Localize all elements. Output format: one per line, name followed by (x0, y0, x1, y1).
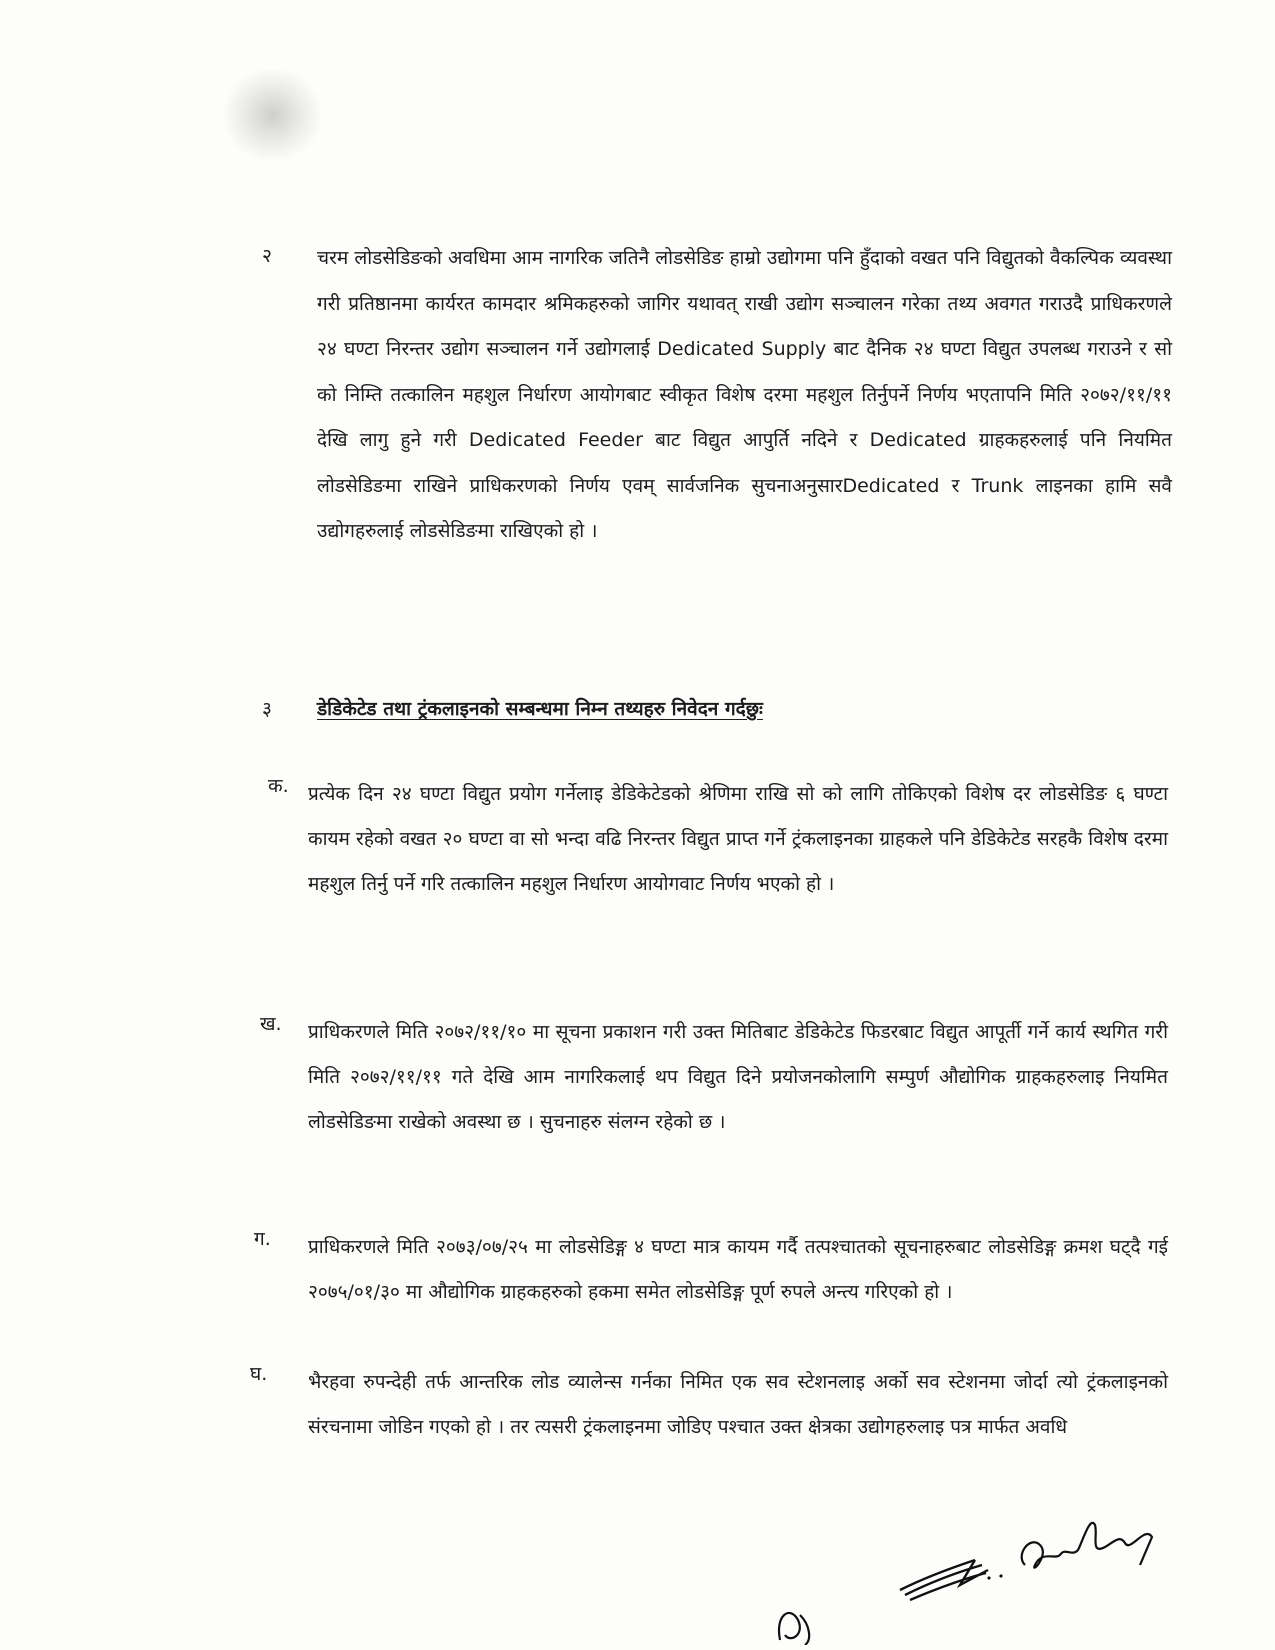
paragraph-3 (262, 695, 1172, 735)
list-item-label: क. (268, 775, 289, 797)
signatures (760, 1495, 1180, 1645)
list-item-label: घ. (250, 1363, 268, 1385)
list-item-label: ख. (260, 1013, 282, 1035)
paragraph-number: ३ (262, 698, 272, 720)
paragraph-number: २ (262, 245, 272, 267)
list-item-text: भैरहवा रुपन्देही तर्फ आन्तरिक लोड व्यालेन्स गर्नका निमित एक सव स्टेशनलाइ अर्को सव स्टेशनमा जोर्दा त्यो ट्रंकलाइनको संरचनामा जोडिन गएको हो । तर त्यसरी ट्रंकलाइनमा जोडिए पश्चात उक्त क्षेत्रका उद्योगहरुलाइ पत्र मार्फत अवधि (308, 1371, 1168, 1438)
paragraph-text: चरम लोडसेडिङको अवधिमा आम नागरिक जतिनै लोडसेडिङ हाम्रो उद्योगमा पनि हुँदाको वखत पनि विद्युतको वैकल्पिक व्यवस्था गरी प्रतिष्ठानमा कार्यरत कामदार श्रमिकहरुको जागिर यथावत् राखी उद्योग सञ्चालन गरेका तथ्य अवगत गराउदै प्राधिकरणले २४ घण्टा निरन्तर उद्योग सञ्चालन गर्ने उद्योगलाई Dedicated Supply बाट दैनिक २४ घण्टा विद्युत उपलब्ध गराउने र सो को निम्ति तत्कालिन महशुल निर्धारण आयोगबाट स्वीकृत विशेष दरमा महशुल तिर्नुपर्ने निर्णय भएतापनि मिति २०७२/११/११ देखि लागु हुने गरी Dedicated Feeder बाट विद्युत आपुर्ति नदिने र Dedicated ग्राहकहरुलाई पनि नियमित लोडसेडिङमा राखिने प्राधिकरणको निर्णय एवम् सार्वजनिक सुचनाअनुसारDedicated र Trunk लाइनका हामि सवै उद्योगहरुलाई लोडसेडिङमा राखिएको हो । (317, 247, 1172, 542)
section-heading: डेडिकेटेड तथा ट्रंकलाइनको सम्बन्धमा निम्न तथ्यहरु निवेदन गर्दछुः (317, 698, 763, 720)
scan-smudge (225, 70, 320, 160)
list-item-ka (268, 772, 1168, 1002)
list-item-text: प्राधिकरणले मिति २०७२/११/१० मा सूचना प्रकाशन गरी उक्त मितिबाट डेडिकेटेड फिडरबाट विद्युत आपूर्ती गर्ने कार्य स्थगित गरी मिति २०७२/११/११ गते देखि आम नागरिकलाई थप विद्युत दिने प्रयोजनकोलागि सम्पुर्ण औद्योगिक ग्राहकहरुलाइ नियमित लोडसेडिङमा राखेको अवस्था छ । सुचनाहरु संलग्न रहेको छ । (308, 1021, 1168, 1133)
list-item-text: प्रत्येक दिन २४ घण्टा विद्युत प्रयोग गर्नेलाइ डेडिकेटेडको श्रेणिमा राखि सो को लागि तोकिएको विशेष दर लोडसेडिङ ६ घण्टा कायम रहेको वखत २० घण्टा वा सो भन्दा वढि निरन्तर विद्युत प्राप्त गर्ने ट्रंकलाइनका ग्राहकले पनि डेडिकेटेड सरहकै विशेष दरमा महशुल तिर्नु पर्ने गरि तत्कालिन महशुल निर्धारण आयोगवाट निर्णय भएको हो । (308, 783, 1168, 895)
list-item-ga (254, 1225, 1168, 1365)
list-item-label: ग. (254, 1228, 271, 1250)
list-item-text: प्राधिकरणले मिति २०७३/०७/२५ मा लोडसेडिङ्ग ४ घण्टा मात्र कायम गर्दै तत्पश्चातको सूचनाहरुबाट लोडसेडिङ्ग क्रमश घट्दै गई २०७५/०१/३० मा औद्योगिक ग्राहकहरुको हकमा समेत लोडसेडिङ्ग पूर्ण रुपले अन्त्य गरिएको हो । (308, 1236, 1168, 1303)
list-item-kha (260, 1010, 1168, 1220)
paragraph-2 (262, 242, 1172, 692)
list-item-gha (250, 1360, 1168, 1500)
signature-marks-icon (760, 1495, 1180, 1645)
